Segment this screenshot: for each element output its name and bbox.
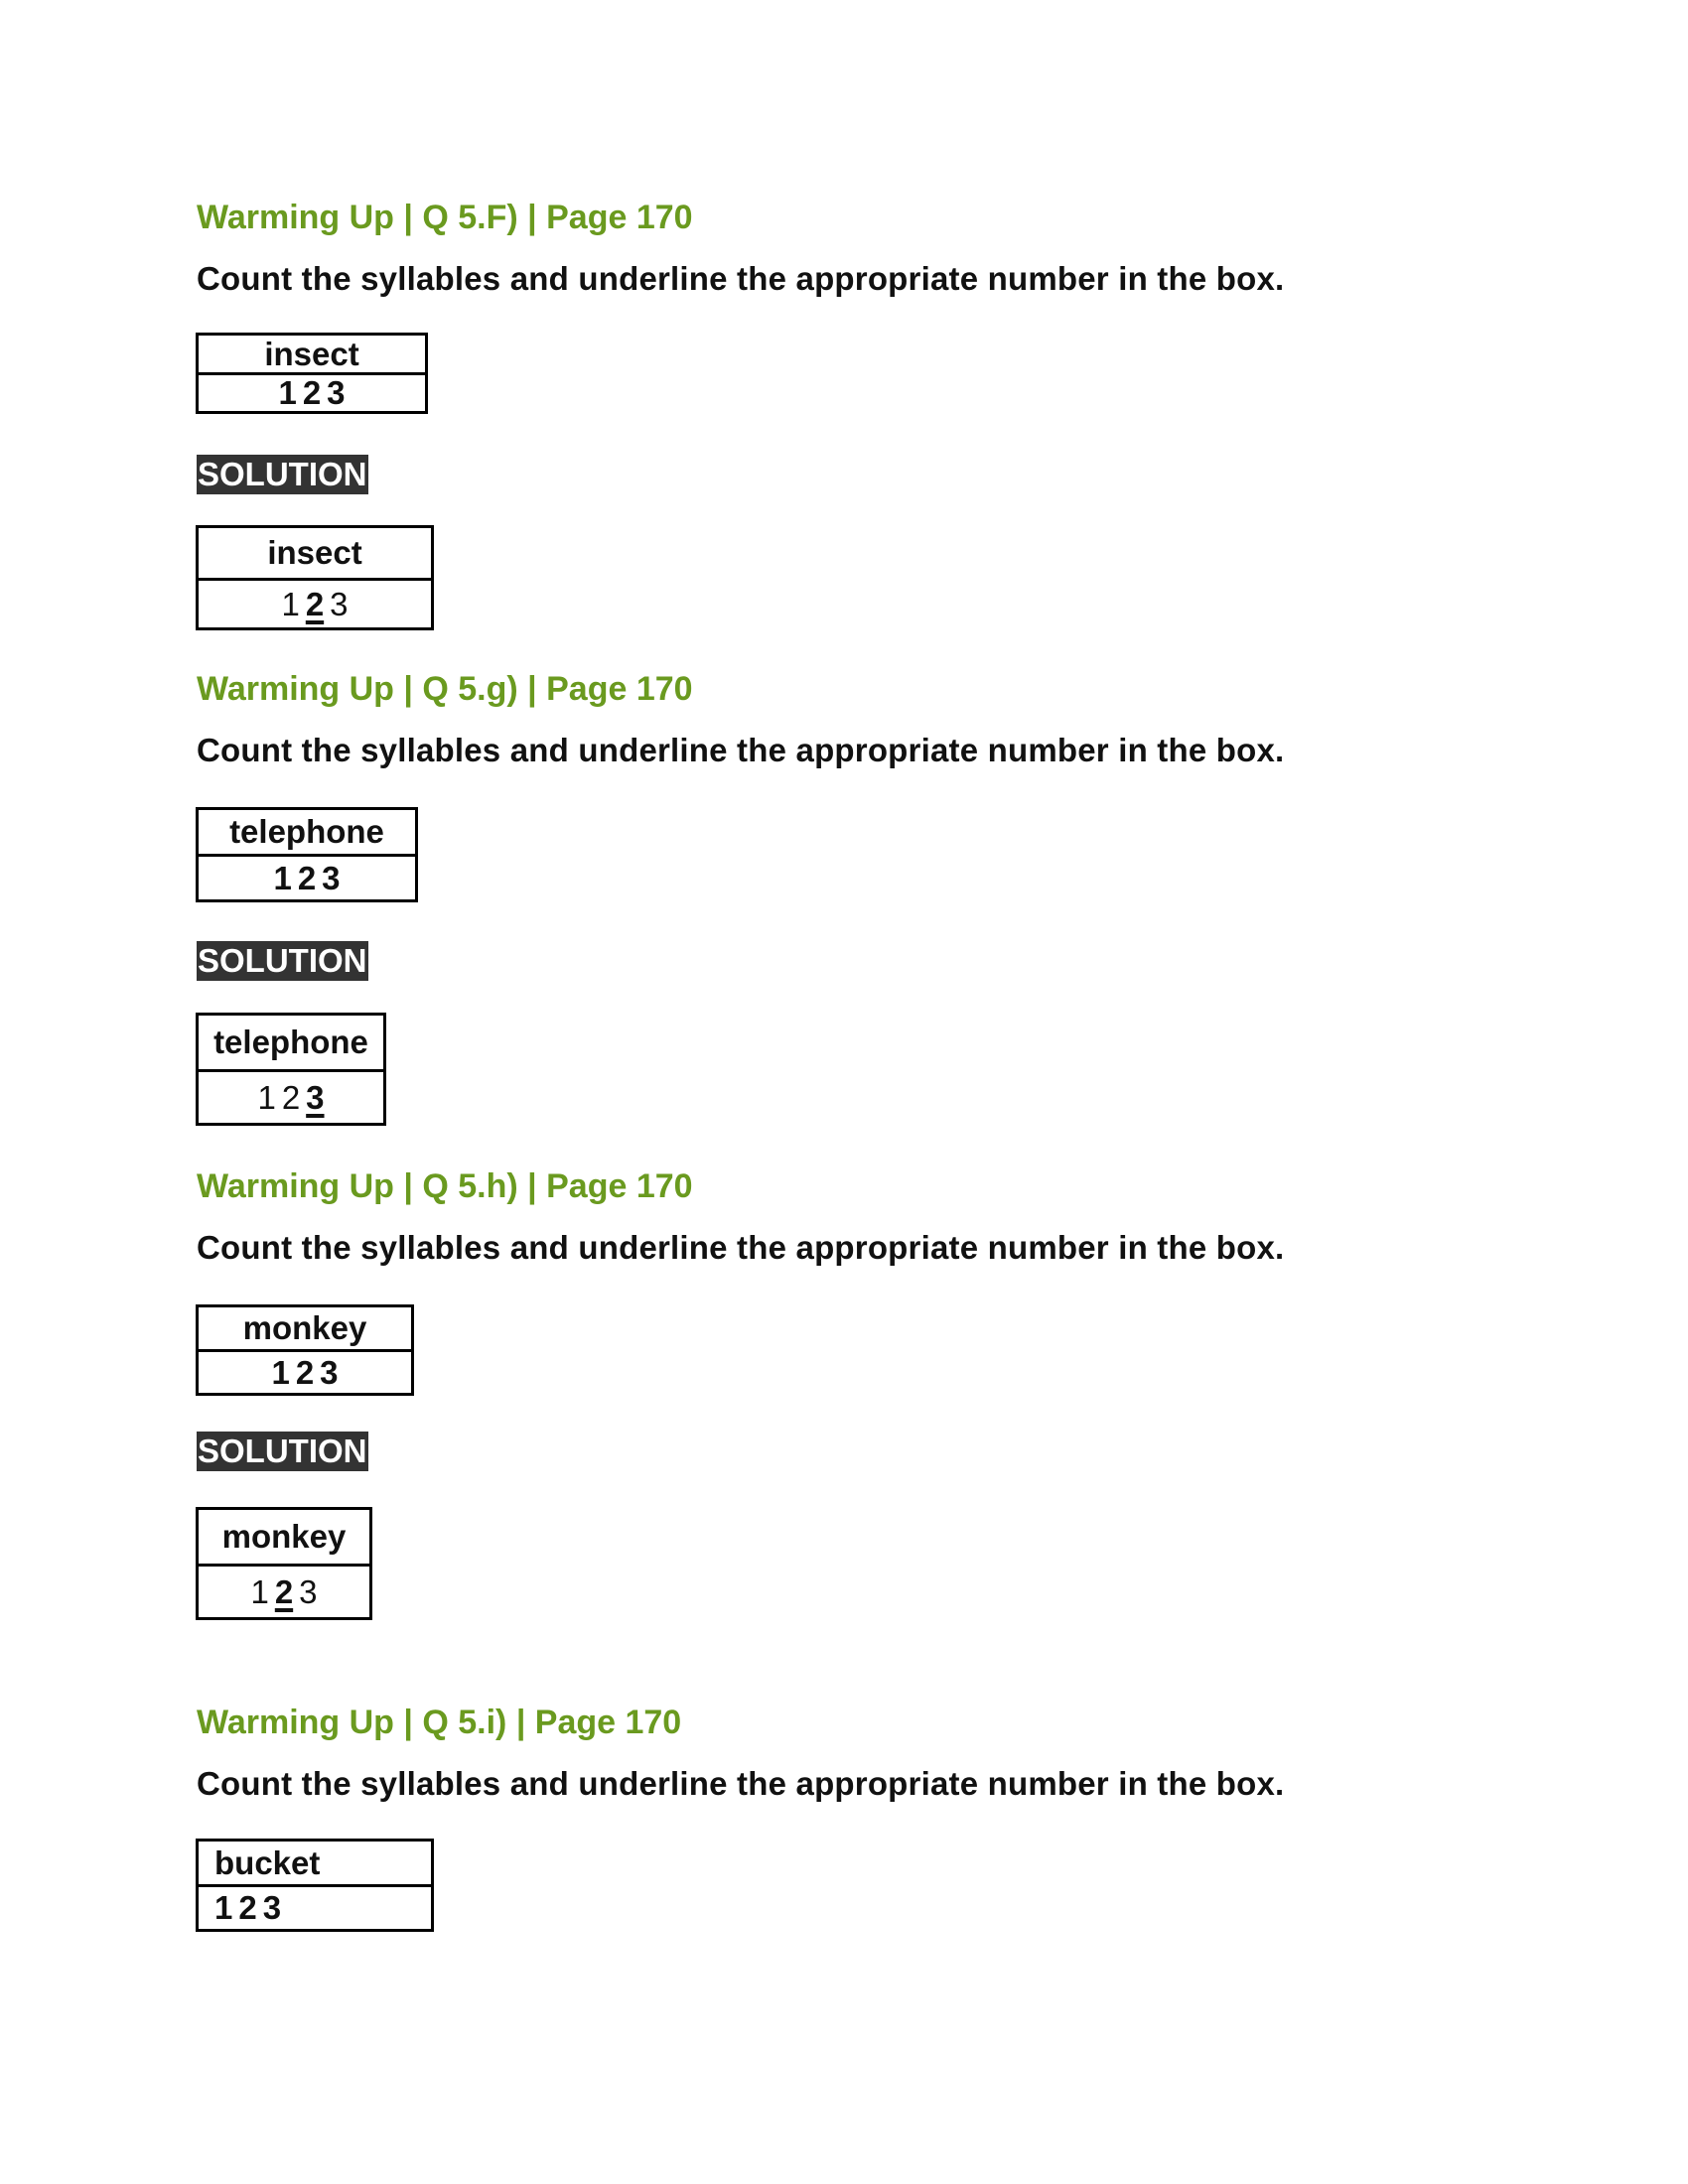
solution-box <box>196 1013 386 1126</box>
question-box <box>196 807 418 902</box>
section-heading: Warming Up | Q 5.h) | Page 170 <box>197 1167 693 1205</box>
syllable-number: 1 <box>250 1572 269 1610</box>
syllable-number: 1 <box>214 1889 233 1926</box>
syllable-number: 1 <box>281 585 300 622</box>
instruction-text: Count the syllables and underline the appropriate number in the box. <box>197 1765 1285 1802</box>
section-heading: Warming Up | Q 5.F) | Page 170 <box>197 199 693 236</box>
syllable-number: 3 <box>320 1353 339 1391</box>
instruction-text: Count the syllables and underline the appropriate number in the box. <box>197 1229 1285 1266</box>
solution-label: SOLUTION <box>198 942 367 979</box>
syllable-number: 3 <box>299 1572 318 1610</box>
syllable-numbers <box>199 1567 369 1617</box>
syllable-number: 2 <box>297 859 317 896</box>
syllable-number: 3 <box>330 585 349 622</box>
question-box <box>196 1839 434 1932</box>
syllable-numbers <box>199 1072 383 1123</box>
solution-box <box>196 525 434 630</box>
syllable-number: 1 <box>278 374 297 411</box>
underlined-answer: 3 <box>306 1078 325 1116</box>
syllable-number: 1 <box>271 1353 290 1391</box>
syllable-numbers <box>199 375 425 411</box>
syllable-numbers <box>199 1887 431 1929</box>
underlined-answer: 2 <box>305 585 325 622</box>
solution-word: monkey <box>199 1510 369 1567</box>
syllable-number: 3 <box>322 859 341 896</box>
instruction-text: Count the syllables and underline the appropriate number in the box. <box>197 732 1285 768</box>
syllable-number: 2 <box>281 1078 301 1116</box>
syllable-number: 2 <box>238 1889 257 1926</box>
question-word: monkey <box>199 1307 411 1352</box>
syllable-numbers <box>199 857 415 899</box>
section-heading: Warming Up | Q 5.i) | Page 170 <box>197 1704 682 1741</box>
question-word: insect <box>199 336 425 375</box>
solution-word: insect <box>199 528 431 581</box>
solution-label: SOLUTION <box>198 1433 367 1469</box>
question-word: telephone <box>199 810 415 857</box>
section-heading: Warming Up | Q 5.g) | Page 170 <box>197 670 693 708</box>
syllable-numbers <box>199 1352 411 1393</box>
instruction-text: Count the syllables and underline the appropriate number in the box. <box>197 260 1285 297</box>
underlined-answer: 2 <box>274 1572 294 1610</box>
solution-word: telephone <box>199 1016 383 1072</box>
syllable-number: 2 <box>302 374 322 411</box>
solution-label: SOLUTION <box>198 456 367 492</box>
question-word: bucket <box>199 1842 431 1887</box>
syllable-number: 3 <box>262 1889 282 1926</box>
question-box <box>196 333 428 414</box>
syllable-number: 1 <box>273 859 292 896</box>
syllable-numbers <box>199 581 431 627</box>
question-box <box>196 1304 414 1396</box>
syllable-number: 1 <box>257 1078 276 1116</box>
solution-box <box>196 1507 372 1620</box>
syllable-number: 3 <box>327 374 346 411</box>
syllable-number: 2 <box>295 1353 315 1391</box>
